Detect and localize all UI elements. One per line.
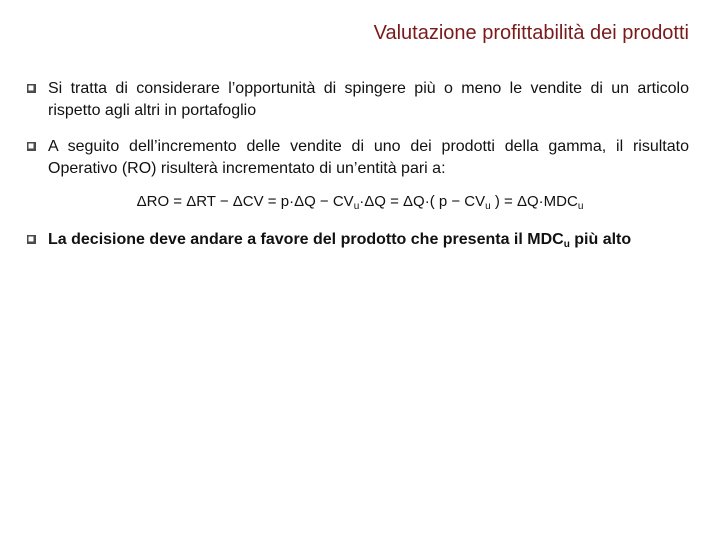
formula-subscript: u bbox=[577, 201, 584, 212]
bullet-text: Si tratta di considerare l’opportunità di spingere più o meno le vendite di un articolo rispetto agli altri in portafoglio bbox=[48, 80, 689, 119]
bullet-text: A seguito dell’incremento delle vendite di uno dei prodotti della gamma, il risultato Operativo (RO) risulterà incrementato di un’entità pari a: bbox=[48, 138, 689, 177]
formula-part-3: ) = ΔQ·MDC bbox=[490, 193, 578, 210]
bullet-text-part-2: più alto bbox=[569, 231, 632, 248]
bullet-item-1 bbox=[27, 78, 689, 122]
formula-part-2: ·ΔQ = ΔQ·( p − CV bbox=[359, 193, 486, 210]
formula-part-1: ΔRO = ΔRT − ΔCV = p·ΔQ − CV bbox=[136, 193, 354, 210]
square-bullet-icon bbox=[27, 142, 36, 151]
bullet-subscript: u bbox=[563, 239, 570, 250]
square-bullet-icon bbox=[27, 84, 36, 93]
formula bbox=[0, 193, 720, 212]
bullet-item-3 bbox=[27, 229, 689, 256]
formula-subscript: u bbox=[485, 201, 491, 212]
square-bullet-icon bbox=[27, 235, 36, 244]
bullet-item-2 bbox=[27, 136, 689, 180]
bullet-text-part-1: La decisione deve andare a favore del prodotto che presenta il MDC bbox=[48, 231, 564, 248]
bullet-text bbox=[48, 229, 689, 256]
slide-title: Valutazione profittabilità dei prodotti bbox=[373, 22, 689, 44]
formula-subscript: u bbox=[353, 201, 360, 212]
